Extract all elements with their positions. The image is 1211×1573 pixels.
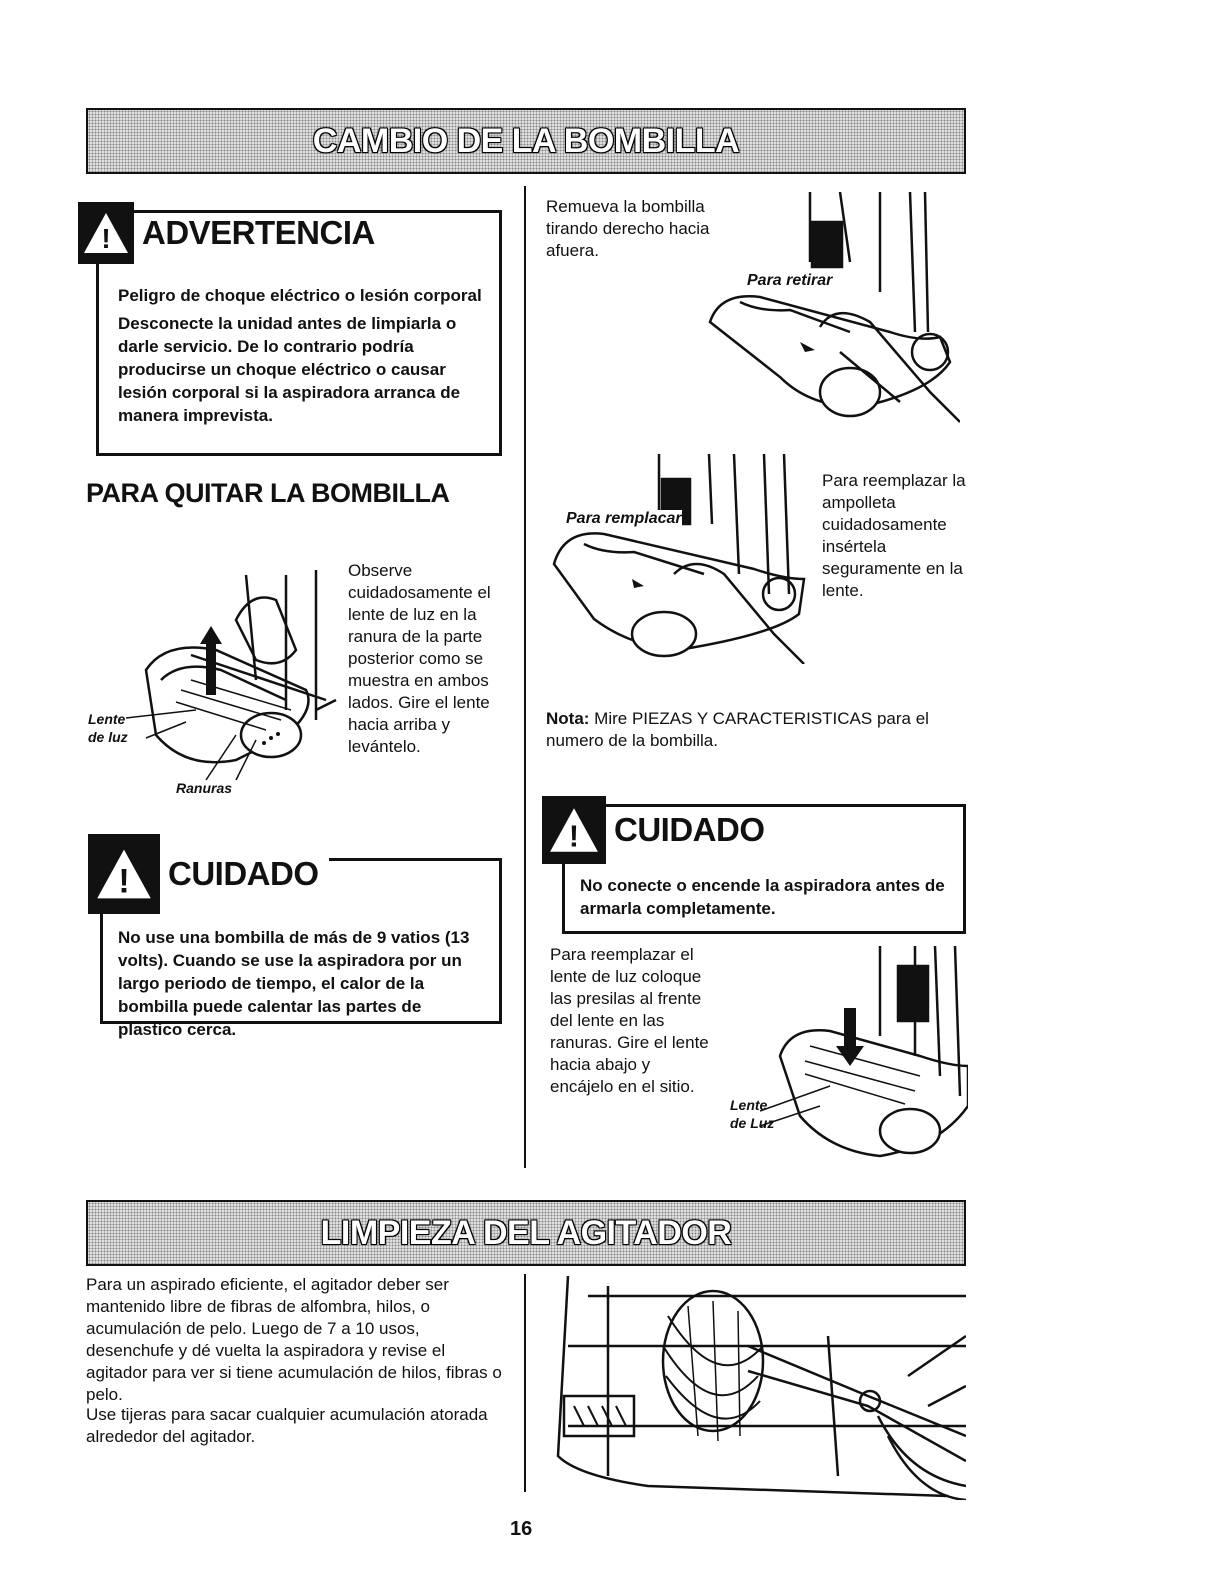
page-number: 16 <box>510 1518 533 1540</box>
svg-text:!: ! <box>568 819 580 854</box>
illustration-lens-removal <box>86 560 346 800</box>
caution-icon-right <box>542 796 606 864</box>
caution-header-left <box>88 834 329 914</box>
label-lens-right <box>730 1096 774 1132</box>
replace-bulb-instructions: Para reemplazar la ampolleta cuidadosamente insértela seguramente en la lente. <box>822 471 966 600</box>
section-banner-title: CAMBIO DE LA BOMBILLA <box>312 121 740 160</box>
label-lens <box>88 710 128 746</box>
illustration-bulb-replace <box>534 454 814 664</box>
caution-header-right <box>542 796 775 864</box>
label-replace: Para remplacar <box>566 510 682 527</box>
agitator-paragraph-2: Use tijeras para sacar cualquier acumulación atorada alrededor del agitador. <box>86 1405 488 1446</box>
label-lens-right-line1: Lente <box>730 1097 768 1113</box>
caution-title-left: CUIDADO <box>160 855 329 893</box>
svg-text:!: ! <box>118 862 130 901</box>
caution-title-right: CUIDADO <box>606 811 775 849</box>
label-lens-line2: de luz <box>88 729 128 745</box>
warning-title: ADVERTENCIA <box>134 214 385 252</box>
lens-replace-instructions: Para reemplazar el lente de luz coloque las presilas al frente del lente en las ranuras. Gire el lente hacia abajo y encájelo en el sitio. <box>550 945 709 1096</box>
remove-bulb-title: PARA QUITAR LA BOMBILLA <box>86 478 450 508</box>
remove-bulb-instructions: Remueva la bombilla tirando derecho hacia afuera. <box>546 197 710 260</box>
note-text: Mire PIEZAS Y CARACTERISTICAS para el numero de la bombilla. <box>546 709 929 750</box>
section-banner-agitator <box>86 1200 966 1266</box>
agitator-paragraph-1: Para un aspirado eficiente, el agitador deber ser mantenido libre de fibras de alfombra, hilos, o acumulación de pelo. Luego de 7 a 10 usos, desenchufe y dé vuelta la aspiradora y revise el agitador para ver si tiene acumulación de hilos, fibras o pelo. <box>86 1275 502 1404</box>
remove-bulb-text: Observe cuidadosamente el lente de luz en la ranura de la parte posterior como se muestra en ambos lados. Gire el lente hacia arriba y levántelo. <box>348 561 491 756</box>
illustration-agitator-cleaning <box>548 1276 966 1500</box>
note <box>546 708 956 752</box>
illustration-bulb-remove <box>700 192 960 432</box>
caution-icon <box>88 834 160 914</box>
section-banner-bulb-change <box>86 108 966 174</box>
label-lens-line1: Lente <box>88 711 126 727</box>
warning-body: Desconecte la unidad antes de limpiarla o darle servicio. De lo contrario podría producirse un choque eléctrico o causar lesión corporal si la aspiradora arranca de manera imprevista. <box>118 314 461 425</box>
svg-text:!: ! <box>101 223 111 254</box>
label-remove: Para retirar <box>747 272 833 289</box>
note-label: Nota: <box>546 709 590 728</box>
warning-header <box>78 202 385 264</box>
caution-body-left: No use una bombilla de más de 9 vatios (13 volts). Cuando se use la aspiradora por un largo periodo de tiempo, el calor de la bombilla puede calentar las partes de plastico cerca. <box>118 928 470 1039</box>
caution-body-right: No conecte o encende la aspiradora antes de armarla completamente. <box>580 876 945 918</box>
column-divider <box>524 186 526 1168</box>
label-lens-right-line2: de Luz <box>730 1115 775 1131</box>
label-slots: Ranuras <box>176 780 233 796</box>
agitator-banner-title: LIMPIEZA DEL AGITADOR <box>320 1213 732 1252</box>
warning-icon <box>78 202 134 264</box>
illustration-lens-replace <box>720 946 968 1166</box>
column-divider-bottom <box>524 1274 526 1492</box>
warning-lead: Peligro de choque eléctrico o lesión corporal <box>118 286 482 305</box>
